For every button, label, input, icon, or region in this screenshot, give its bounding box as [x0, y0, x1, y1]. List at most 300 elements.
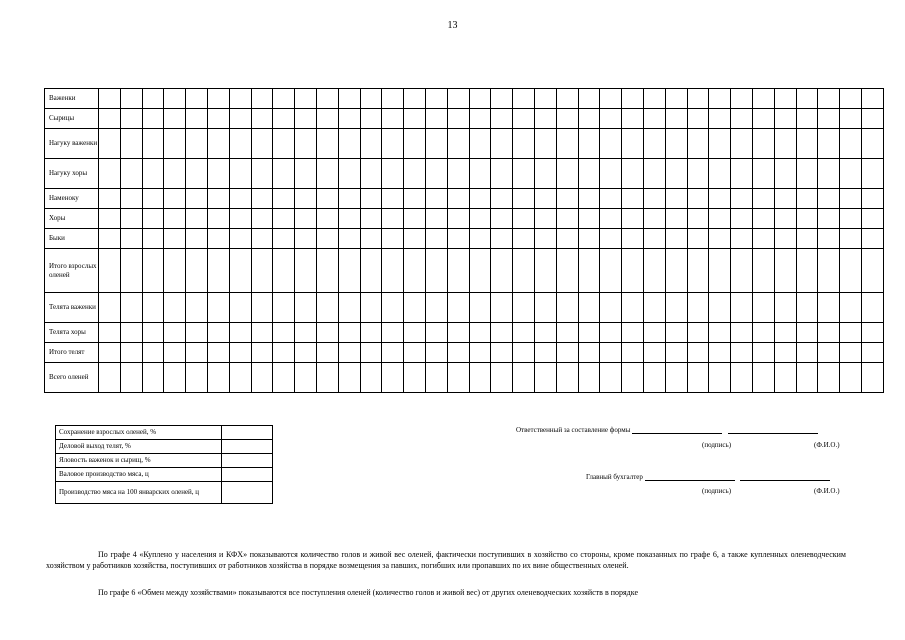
- grid-cell: [338, 209, 360, 229]
- grid-cell: [643, 249, 665, 293]
- grid-cell: [818, 343, 840, 363]
- grid-cell: [207, 89, 229, 109]
- grid-cell: [273, 189, 295, 209]
- grid-cell: [861, 293, 883, 323]
- grid-cell: [643, 109, 665, 129]
- grid-cell: [382, 229, 404, 249]
- grid-cell: [360, 109, 382, 129]
- grid-cell: [796, 293, 818, 323]
- grid-cell: [513, 293, 535, 323]
- grid-cell: [186, 323, 208, 343]
- grid-cell: [534, 343, 556, 363]
- grid-row: [45, 363, 884, 393]
- grid-cell: [774, 249, 796, 293]
- stats-value-cell: [222, 482, 273, 504]
- grid-cell: [556, 109, 578, 129]
- grid-cell: [207, 363, 229, 393]
- grid-cell: [229, 129, 251, 159]
- grid-cell: [207, 323, 229, 343]
- grid-cell: [534, 293, 556, 323]
- grid-cell: [600, 159, 622, 189]
- grid-cell: [643, 189, 665, 209]
- grid-cell: [404, 109, 426, 129]
- grid-cell: [622, 363, 644, 393]
- grid-cell: [665, 109, 687, 129]
- grid-cell: [556, 209, 578, 229]
- grid-cell: [687, 159, 709, 189]
- grid-cell: [578, 343, 600, 363]
- grid-cell: [752, 293, 774, 323]
- grid-cell: [360, 189, 382, 209]
- grid-cell: [752, 189, 774, 209]
- grid-cell: [600, 343, 622, 363]
- grid-cell: [360, 89, 382, 109]
- grid-cell: [861, 89, 883, 109]
- grid-cell: [622, 343, 644, 363]
- grid-cell: [861, 229, 883, 249]
- grid-cell: [207, 249, 229, 293]
- grid-cell: [752, 323, 774, 343]
- grid-cell: [491, 343, 513, 363]
- grid-cell: [382, 363, 404, 393]
- grid-cell: [338, 129, 360, 159]
- responsible-fio-label: (Ф.И.О.): [814, 441, 840, 449]
- grid-row: [45, 323, 884, 343]
- grid-cell: [338, 323, 360, 343]
- grid-cell: [469, 109, 491, 129]
- grid-cell: [207, 229, 229, 249]
- grid-cell: [425, 293, 447, 323]
- grid-cell: [665, 249, 687, 293]
- grid-cell: [796, 343, 818, 363]
- grid-cell: [120, 129, 142, 159]
- grid-cell: [382, 209, 404, 229]
- grid-cell: [251, 209, 273, 229]
- grid-cell: [469, 189, 491, 209]
- grid-cell: [643, 209, 665, 229]
- grid-cell: [295, 159, 317, 189]
- grid-cell: [404, 343, 426, 363]
- grid-cell: [120, 343, 142, 363]
- grid-cell: [447, 363, 469, 393]
- paragraph-2: По графе 6 «Обмен между хозяйствами» показываются все поступления оленей (количество голов и живой вес) от других оленеводческих хозяйств в порядке: [98, 588, 638, 597]
- grid-cell: [622, 323, 644, 343]
- grid-cell: [447, 229, 469, 249]
- grid-cell: [665, 323, 687, 343]
- grid-cell: [861, 189, 883, 209]
- stats-label: Сохранение взрослых оленей, %: [56, 426, 222, 440]
- grid-cell: [207, 189, 229, 209]
- grid-cell: [774, 343, 796, 363]
- grid-cell: [840, 293, 862, 323]
- grid-cell: [709, 189, 731, 209]
- grid-cell: [382, 129, 404, 159]
- grid-cell: [316, 129, 338, 159]
- grid-cell: [251, 323, 273, 343]
- grid-cell: [774, 129, 796, 159]
- grid-cell: [295, 343, 317, 363]
- grid-cell: [404, 209, 426, 229]
- grid-cell: [578, 189, 600, 209]
- grid-cell: [600, 109, 622, 129]
- grid-cell: [360, 293, 382, 323]
- grid-cell: [425, 363, 447, 393]
- grid-cell: [338, 189, 360, 209]
- grid-cell: [99, 159, 121, 189]
- grid-cell: [295, 363, 317, 393]
- grid-cell: [774, 209, 796, 229]
- grid-cell: [229, 159, 251, 189]
- grid-cell: [796, 229, 818, 249]
- grid-row: [45, 129, 884, 159]
- grid-cell: [665, 159, 687, 189]
- grid-cell: [534, 209, 556, 229]
- grid-cell: [643, 363, 665, 393]
- grid-cell: [665, 209, 687, 229]
- grid-cell: [861, 159, 883, 189]
- grid-cell: [447, 159, 469, 189]
- grid-cell: [164, 189, 186, 209]
- grid-cell: [164, 343, 186, 363]
- grid-cell: [556, 293, 578, 323]
- grid-cell: [469, 159, 491, 189]
- grid-cell: [316, 249, 338, 293]
- grid-cell: [142, 343, 164, 363]
- grid-row-label: Важенки: [45, 89, 99, 109]
- grid-cell: [229, 109, 251, 129]
- grid-cell: [687, 293, 709, 323]
- grid-cell: [316, 159, 338, 189]
- grid-cell: [186, 229, 208, 249]
- grid-cell: [709, 229, 731, 249]
- grid-cell: [643, 293, 665, 323]
- grid-cell: [709, 109, 731, 129]
- stats-row: [56, 440, 273, 454]
- grid-cell: [818, 293, 840, 323]
- grid-cell: [273, 343, 295, 363]
- grid-cell: [600, 209, 622, 229]
- grid-cell: [861, 109, 883, 129]
- grid-cell: [425, 159, 447, 189]
- grid-cell: [404, 129, 426, 159]
- grid-cell: [120, 109, 142, 129]
- grid-cell: [687, 363, 709, 393]
- grid-cell: [251, 249, 273, 293]
- grid-cell: [229, 323, 251, 343]
- grid-cell: [600, 323, 622, 343]
- stats-label: Яловость важенок и сырищ, %: [56, 454, 222, 468]
- grid-cell: [425, 189, 447, 209]
- grid-cell: [622, 109, 644, 129]
- grid-cell: [840, 323, 862, 343]
- grid-cell: [382, 159, 404, 189]
- grid-cell: [186, 249, 208, 293]
- grid-cell: [425, 209, 447, 229]
- grid-cell: [295, 129, 317, 159]
- grid-cell: [752, 209, 774, 229]
- grid-cell: [643, 323, 665, 343]
- grid-cell: [295, 293, 317, 323]
- grid-cell: [709, 249, 731, 293]
- grid-cell: [513, 129, 535, 159]
- grid-cell: [818, 129, 840, 159]
- grid-cell: [491, 293, 513, 323]
- grid-cell: [186, 159, 208, 189]
- grid-cell: [491, 363, 513, 393]
- grid-cell: [622, 189, 644, 209]
- grid-cell: [338, 89, 360, 109]
- grid-cell: [447, 129, 469, 159]
- grid-cell: [731, 109, 753, 129]
- grid-cell: [164, 363, 186, 393]
- grid-cell: [273, 293, 295, 323]
- page-number: 13: [447, 20, 458, 31]
- grid-cell: [556, 249, 578, 293]
- grid-cell: [534, 363, 556, 393]
- grid-cell: [207, 343, 229, 363]
- grid-cell: [251, 159, 273, 189]
- grid-cell: [731, 249, 753, 293]
- grid-cell: [840, 249, 862, 293]
- grid-cell: [295, 229, 317, 249]
- grid-cell: [622, 293, 644, 323]
- grid-cell: [229, 249, 251, 293]
- grid-cell: [556, 189, 578, 209]
- grid-cell: [731, 363, 753, 393]
- grid-cell: [861, 249, 883, 293]
- grid-cell: [622, 159, 644, 189]
- grid-cell: [600, 363, 622, 393]
- grid-cell: [556, 229, 578, 249]
- grid-cell: [251, 129, 273, 159]
- grid-cell: [752, 343, 774, 363]
- grid-cell: [469, 343, 491, 363]
- grid-cell: [643, 159, 665, 189]
- grid-cell: [382, 293, 404, 323]
- grid-cell: [360, 249, 382, 293]
- grid-cell: [840, 343, 862, 363]
- grid-cell: [774, 109, 796, 129]
- grid-row-label: Хоры: [45, 209, 99, 229]
- grid-cell: [404, 323, 426, 343]
- grid-cell: [840, 159, 862, 189]
- grid-cell: [578, 363, 600, 393]
- grid-cell: [687, 109, 709, 129]
- grid-cell: [404, 229, 426, 249]
- responsible-signature-blank: [632, 426, 722, 434]
- grid-cell: [774, 89, 796, 109]
- grid-cell: [273, 363, 295, 393]
- grid-cell: [338, 229, 360, 249]
- grid-cell: [818, 89, 840, 109]
- grid-cell: [142, 129, 164, 159]
- grid-cell: [164, 159, 186, 189]
- grid-cell: [752, 249, 774, 293]
- grid-cell: [469, 249, 491, 293]
- grid-cell: [709, 343, 731, 363]
- grid-row-label: Всего оленей: [45, 363, 99, 393]
- grid-cell: [513, 209, 535, 229]
- grid-cell: [316, 209, 338, 229]
- grid-cell: [447, 109, 469, 129]
- grid-cell: [796, 249, 818, 293]
- grid-row-label: Телята важенки: [45, 293, 99, 323]
- grid-cell: [229, 363, 251, 393]
- grid-cell: [404, 249, 426, 293]
- stats-label: Производство мяса на 100 январских оленей, ц: [56, 482, 222, 504]
- grid-cell: [600, 229, 622, 249]
- grid-cell: [687, 323, 709, 343]
- grid-cell: [818, 189, 840, 209]
- grid-cell: [360, 343, 382, 363]
- grid-cell: [796, 323, 818, 343]
- grid-cell: [186, 129, 208, 159]
- grid-cell: [99, 109, 121, 129]
- grid-cell: [142, 159, 164, 189]
- grid-cell: [425, 323, 447, 343]
- grid-cell: [731, 209, 753, 229]
- grid-cell: [164, 293, 186, 323]
- grid-cell: [142, 189, 164, 209]
- grid-cell: [382, 343, 404, 363]
- grid-cell: [578, 249, 600, 293]
- grid-cell: [709, 293, 731, 323]
- grid-cell: [796, 209, 818, 229]
- grid-row: [45, 109, 884, 129]
- grid-cell: [818, 323, 840, 343]
- grid-cell: [273, 129, 295, 159]
- grid-cell: [142, 293, 164, 323]
- stats-value-cell: [222, 468, 273, 482]
- grid-cell: [99, 363, 121, 393]
- stats-value-cell: [222, 426, 273, 440]
- grid-row-label: Итого телят: [45, 343, 99, 363]
- grid-cell: [338, 363, 360, 393]
- grid-cell: [752, 159, 774, 189]
- grid-cell: [316, 323, 338, 343]
- grid-cell: [774, 363, 796, 393]
- grid-cell: [818, 109, 840, 129]
- stats-row: [56, 454, 273, 468]
- grid-cell: [513, 323, 535, 343]
- grid-cell: [840, 89, 862, 109]
- grid-cell: [295, 109, 317, 129]
- grid-cell: [665, 293, 687, 323]
- grid-cell: [251, 109, 273, 129]
- grid-cell: [643, 343, 665, 363]
- grid-cell: [709, 323, 731, 343]
- grid-cell: [534, 249, 556, 293]
- grid-cell: [142, 363, 164, 393]
- grid-row-label: Сырицы: [45, 109, 99, 129]
- grid-row: [45, 209, 884, 229]
- grid-cell: [207, 293, 229, 323]
- grid-cell: [709, 209, 731, 229]
- grid-row: [45, 159, 884, 189]
- grid-cell: [120, 189, 142, 209]
- grid-cell: [229, 229, 251, 249]
- grid-cell: [731, 323, 753, 343]
- grid-cell: [731, 343, 753, 363]
- grid-cell: [687, 209, 709, 229]
- grid-cell: [534, 189, 556, 209]
- chief-fio-label: (Ф.И.О.): [814, 487, 840, 495]
- responsible-signature-line: [516, 426, 818, 434]
- grid-cell: [556, 343, 578, 363]
- grid-cell: [687, 249, 709, 293]
- grid-cell: [491, 209, 513, 229]
- grid-cell: [164, 249, 186, 293]
- stats-value-cell: [222, 440, 273, 454]
- grid-cell: [316, 229, 338, 249]
- grid-cell: [316, 363, 338, 393]
- grid-cell: [207, 129, 229, 159]
- grid-cell: [142, 109, 164, 129]
- grid-cell: [142, 229, 164, 249]
- grid-cell: [360, 363, 382, 393]
- grid-cell: [513, 363, 535, 393]
- grid-cell: [142, 323, 164, 343]
- grid-cell: [273, 209, 295, 229]
- grid-cell: [578, 229, 600, 249]
- grid-cell: [578, 89, 600, 109]
- grid-cell: [774, 293, 796, 323]
- grid-cell: [447, 293, 469, 323]
- grid-cell: [709, 129, 731, 159]
- grid-cell: [600, 89, 622, 109]
- grid-cell: [578, 323, 600, 343]
- grid-cell: [731, 293, 753, 323]
- grid-cell: [796, 109, 818, 129]
- grid-cell: [861, 363, 883, 393]
- grid-cell: [578, 209, 600, 229]
- grid-cell: [534, 159, 556, 189]
- stats-row: [56, 468, 273, 482]
- grid-cell: [665, 189, 687, 209]
- grid-cell: [142, 89, 164, 109]
- grid-cell: [731, 229, 753, 249]
- grid-cell: [861, 129, 883, 159]
- grid-cell: [818, 249, 840, 293]
- grid-cell: [491, 89, 513, 109]
- grid-cell: [99, 249, 121, 293]
- grid-cell: [425, 229, 447, 249]
- grid-cell: [796, 89, 818, 109]
- grid-cell: [840, 129, 862, 159]
- grid-cell: [818, 209, 840, 229]
- grid-cell: [731, 159, 753, 189]
- grid-cell: [578, 129, 600, 159]
- grid-cell: [752, 89, 774, 109]
- grid-cell: [99, 89, 121, 109]
- grid-cell: [840, 209, 862, 229]
- grid-cell: [774, 229, 796, 249]
- grid-cell: [273, 89, 295, 109]
- grid-cell: [186, 343, 208, 363]
- grid-cell: [600, 129, 622, 159]
- grid-row: [45, 343, 884, 363]
- grid-cell: [469, 89, 491, 109]
- grid-cell: [273, 229, 295, 249]
- chief-signature-line: [586, 473, 830, 481]
- grid-row: [45, 249, 884, 293]
- grid-cell: [360, 229, 382, 249]
- chief-name-blank: [740, 473, 830, 481]
- grid-cell: [382, 89, 404, 109]
- grid-cell: [338, 159, 360, 189]
- grid-cell: [99, 189, 121, 209]
- stats-table: [55, 425, 273, 504]
